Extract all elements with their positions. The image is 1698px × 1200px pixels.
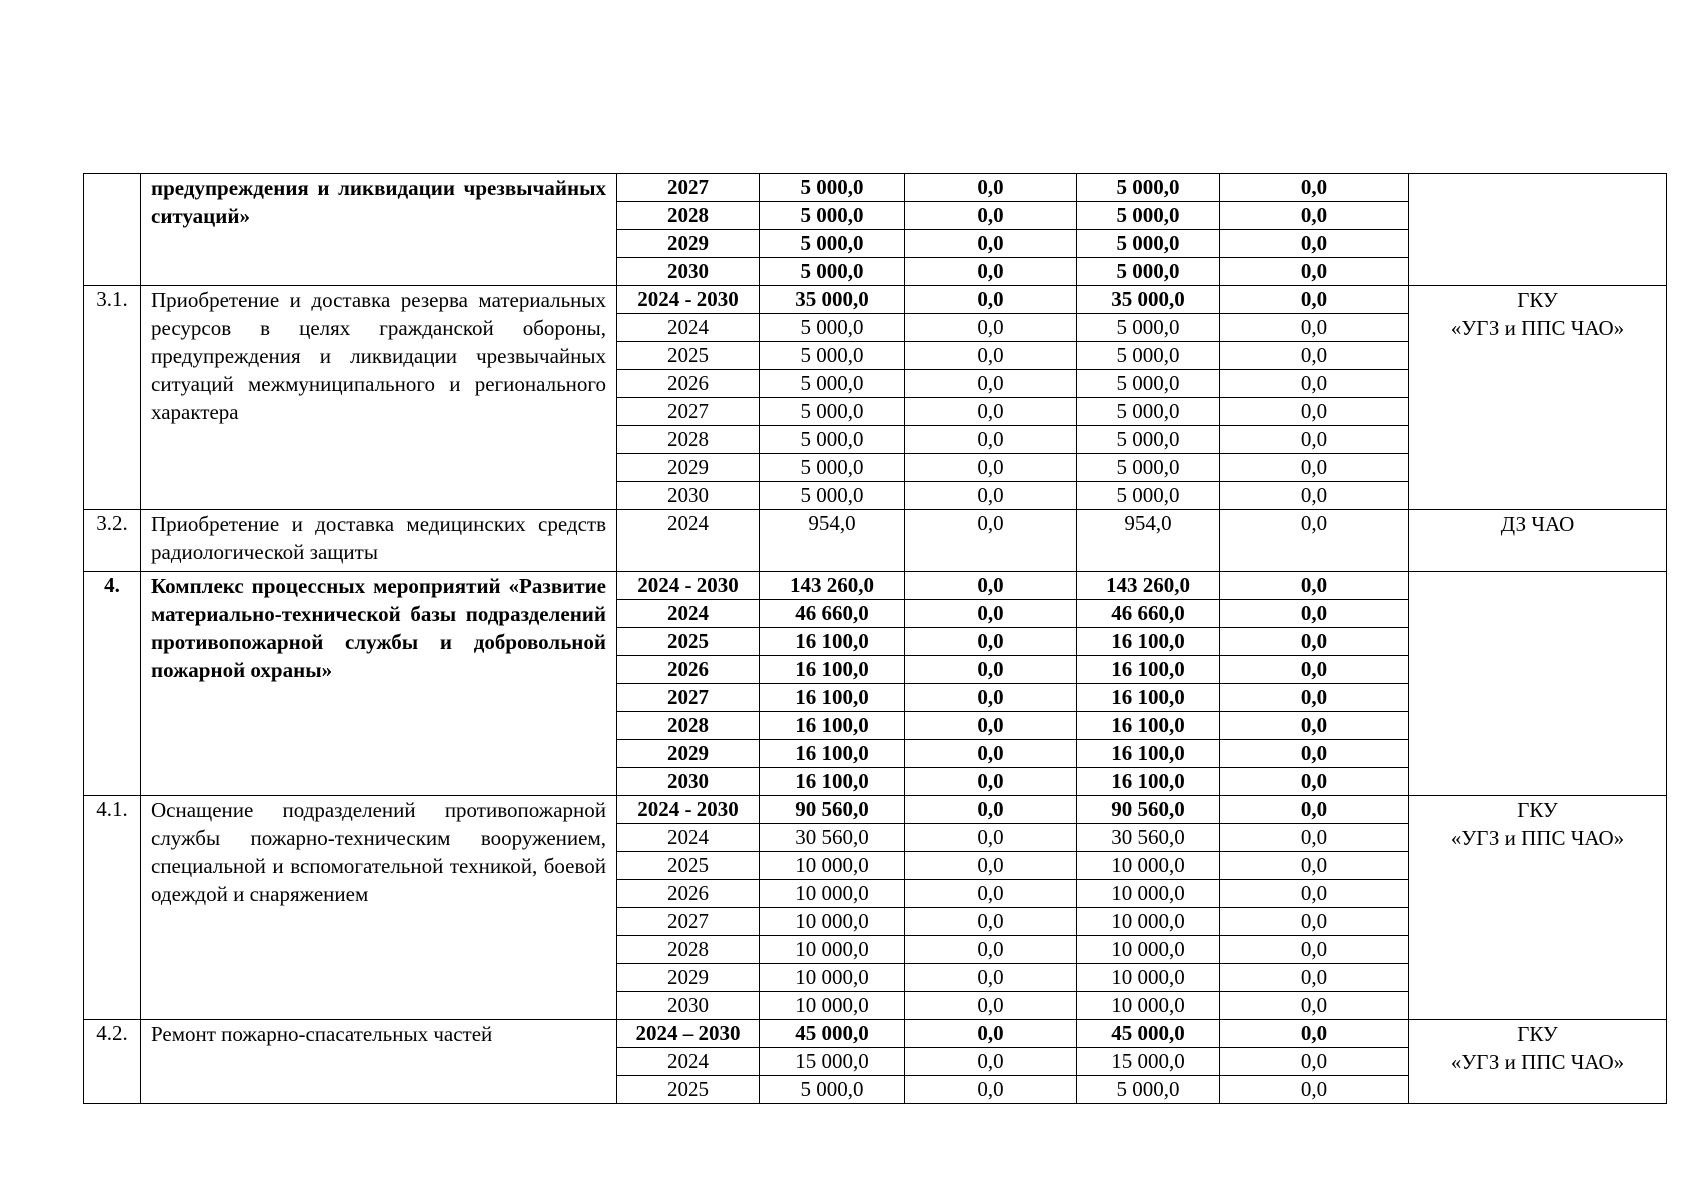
total-cell: 5 000,0 xyxy=(760,482,905,510)
federal-cell: 0,0 xyxy=(905,740,1077,768)
year-cell: 2024 xyxy=(617,314,760,342)
federal-cell: 0,0 xyxy=(905,880,1077,908)
other-cell: 0,0 xyxy=(1220,880,1409,908)
executor-line: ГКУ xyxy=(1517,798,1558,822)
total-cell: 16 100,0 xyxy=(760,656,905,684)
regional-cell: 90 560,0 xyxy=(1077,796,1220,824)
regional-cell: 10 000,0 xyxy=(1077,936,1220,964)
year-cell: 2029 xyxy=(617,230,760,258)
regional-cell: 35 000,0 xyxy=(1077,286,1220,314)
regional-cell: 45 000,0 xyxy=(1077,1020,1220,1048)
year-cell: 2029 xyxy=(617,964,760,992)
other-cell: 0,0 xyxy=(1220,936,1409,964)
regional-cell: 954,0 xyxy=(1077,510,1220,572)
year-cell: 2028 xyxy=(617,936,760,964)
other-cell: 0,0 xyxy=(1220,1076,1409,1104)
other-cell: 0,0 xyxy=(1220,824,1409,852)
regional-cell: 5 000,0 xyxy=(1077,1076,1220,1104)
year-cell: 2026 xyxy=(617,880,760,908)
other-cell: 0,0 xyxy=(1220,740,1409,768)
other-cell: 0,0 xyxy=(1220,768,1409,796)
total-cell: 5 000,0 xyxy=(760,342,905,370)
other-cell: 0,0 xyxy=(1220,852,1409,880)
total-cell: 90 560,0 xyxy=(760,796,905,824)
other-cell: 0,0 xyxy=(1220,572,1409,600)
total-cell: 5 000,0 xyxy=(760,174,905,202)
executor-cell xyxy=(1409,174,1667,286)
other-cell: 0,0 xyxy=(1220,712,1409,740)
regional-cell: 5 000,0 xyxy=(1077,230,1220,258)
other-cell: 0,0 xyxy=(1220,202,1409,230)
year-cell: 2025 xyxy=(617,852,760,880)
item-number: 4. xyxy=(84,572,141,796)
year-cell: 2030 xyxy=(617,768,760,796)
regional-cell: 16 100,0 xyxy=(1077,656,1220,684)
federal-cell: 0,0 xyxy=(905,314,1077,342)
executor-cell xyxy=(1409,572,1667,796)
executor-cell: ДЗ ЧАО xyxy=(1409,510,1667,572)
year-cell: 2029 xyxy=(617,740,760,768)
executor-line: «УГЗ и ППС ЧАО» xyxy=(1450,316,1625,340)
total-cell: 10 000,0 xyxy=(760,936,905,964)
regional-cell: 5 000,0 xyxy=(1077,258,1220,286)
year-cell: 2024 - 2030 xyxy=(617,796,760,824)
federal-cell: 0,0 xyxy=(905,992,1077,1020)
total-cell: 15 000,0 xyxy=(760,1048,905,1076)
total-cell: 5 000,0 xyxy=(760,258,905,286)
year-cell: 2024 xyxy=(617,510,760,572)
table-row xyxy=(84,796,1667,824)
regional-cell: 5 000,0 xyxy=(1077,398,1220,426)
total-cell: 30 560,0 xyxy=(760,824,905,852)
regional-cell: 10 000,0 xyxy=(1077,852,1220,880)
total-cell: 5 000,0 xyxy=(760,426,905,454)
federal-cell: 0,0 xyxy=(905,398,1077,426)
regional-cell: 10 000,0 xyxy=(1077,908,1220,936)
other-cell: 0,0 xyxy=(1220,230,1409,258)
year-cell: 2028 xyxy=(617,426,760,454)
regional-cell: 10 000,0 xyxy=(1077,964,1220,992)
other-cell: 0,0 xyxy=(1220,342,1409,370)
federal-cell: 0,0 xyxy=(905,454,1077,482)
other-cell: 0,0 xyxy=(1220,796,1409,824)
other-cell: 0,0 xyxy=(1220,992,1409,1020)
table-body xyxy=(84,174,1667,1104)
other-cell: 0,0 xyxy=(1220,370,1409,398)
table-row xyxy=(84,572,1667,600)
other-cell: 0,0 xyxy=(1220,454,1409,482)
federal-cell: 0,0 xyxy=(905,572,1077,600)
federal-cell: 0,0 xyxy=(905,174,1077,202)
federal-cell: 0,0 xyxy=(905,342,1077,370)
total-cell: 5 000,0 xyxy=(760,1076,905,1104)
federal-cell: 0,0 xyxy=(905,712,1077,740)
year-cell: 2025 xyxy=(617,628,760,656)
total-cell: 16 100,0 xyxy=(760,740,905,768)
regional-cell: 143 260,0 xyxy=(1077,572,1220,600)
funding-table xyxy=(83,173,1667,1104)
federal-cell: 0,0 xyxy=(905,1048,1077,1076)
regional-cell: 5 000,0 xyxy=(1077,202,1220,230)
federal-cell: 0,0 xyxy=(905,936,1077,964)
total-cell: 10 000,0 xyxy=(760,880,905,908)
other-cell: 0,0 xyxy=(1220,286,1409,314)
executor-cell xyxy=(1409,796,1667,1020)
federal-cell: 0,0 xyxy=(905,628,1077,656)
item-number: 3.2. xyxy=(84,510,141,572)
federal-cell: 0,0 xyxy=(905,426,1077,454)
other-cell: 0,0 xyxy=(1220,628,1409,656)
executor-line: «УГЗ и ППС ЧАО» xyxy=(1450,1050,1625,1074)
total-cell: 10 000,0 xyxy=(760,964,905,992)
regional-cell: 16 100,0 xyxy=(1077,740,1220,768)
year-cell: 2030 xyxy=(617,992,760,1020)
other-cell: 0,0 xyxy=(1220,908,1409,936)
federal-cell: 0,0 xyxy=(905,964,1077,992)
regional-cell: 5 000,0 xyxy=(1077,454,1220,482)
item-number: 3.1. xyxy=(84,286,141,510)
total-cell: 45 000,0 xyxy=(760,1020,905,1048)
federal-cell: 0,0 xyxy=(905,230,1077,258)
federal-cell: 0,0 xyxy=(905,258,1077,286)
executor-line: «УГЗ и ППС ЧАО» xyxy=(1450,826,1625,850)
regional-cell: 30 560,0 xyxy=(1077,824,1220,852)
executor-line: ГКУ xyxy=(1517,1022,1558,1046)
table-row xyxy=(84,174,1667,202)
total-cell: 35 000,0 xyxy=(760,286,905,314)
other-cell: 0,0 xyxy=(1220,684,1409,712)
regional-cell: 5 000,0 xyxy=(1077,174,1220,202)
year-cell: 2030 xyxy=(617,258,760,286)
federal-cell: 0,0 xyxy=(905,600,1077,628)
other-cell: 0,0 xyxy=(1220,1048,1409,1076)
year-cell: 2024 xyxy=(617,600,760,628)
regional-cell: 5 000,0 xyxy=(1077,370,1220,398)
other-cell: 0,0 xyxy=(1220,482,1409,510)
item-description: Приобретение и доставка резерва материальных ресурсов в целях гражданской обороны, предупреждения и ликвидации чрезвычайных ситуаций межмуниципального и регионального характера xyxy=(141,286,617,510)
total-cell: 954,0 xyxy=(760,510,905,572)
regional-cell: 16 100,0 xyxy=(1077,684,1220,712)
federal-cell: 0,0 xyxy=(905,852,1077,880)
other-cell: 0,0 xyxy=(1220,314,1409,342)
federal-cell: 0,0 xyxy=(905,1076,1077,1104)
federal-cell: 0,0 xyxy=(905,768,1077,796)
other-cell: 0,0 xyxy=(1220,1020,1409,1048)
year-cell: 2024 - 2030 xyxy=(617,286,760,314)
other-cell: 0,0 xyxy=(1220,964,1409,992)
total-cell: 10 000,0 xyxy=(760,908,905,936)
table-row xyxy=(84,1020,1667,1048)
item-description: Ремонт пожарно-спасательных частей xyxy=(141,1020,617,1104)
total-cell: 5 000,0 xyxy=(760,370,905,398)
regional-cell: 5 000,0 xyxy=(1077,426,1220,454)
year-cell: 2026 xyxy=(617,656,760,684)
regional-cell: 10 000,0 xyxy=(1077,992,1220,1020)
regional-cell: 5 000,0 xyxy=(1077,314,1220,342)
regional-cell: 5 000,0 xyxy=(1077,342,1220,370)
executor-line: ГКУ xyxy=(1517,288,1558,312)
regional-cell: 16 100,0 xyxy=(1077,768,1220,796)
total-cell: 16 100,0 xyxy=(760,684,905,712)
year-cell: 2030 xyxy=(617,482,760,510)
federal-cell: 0,0 xyxy=(905,656,1077,684)
executor-cell xyxy=(1409,1020,1667,1104)
regional-cell: 16 100,0 xyxy=(1077,712,1220,740)
other-cell: 0,0 xyxy=(1220,510,1409,572)
other-cell: 0,0 xyxy=(1220,426,1409,454)
other-cell: 0,0 xyxy=(1220,258,1409,286)
other-cell: 0,0 xyxy=(1220,600,1409,628)
federal-cell: 0,0 xyxy=(905,370,1077,398)
federal-cell: 0,0 xyxy=(905,510,1077,572)
total-cell: 5 000,0 xyxy=(760,230,905,258)
total-cell: 5 000,0 xyxy=(760,398,905,426)
year-cell: 2025 xyxy=(617,1076,760,1104)
total-cell: 10 000,0 xyxy=(760,992,905,1020)
total-cell: 10 000,0 xyxy=(760,852,905,880)
total-cell: 143 260,0 xyxy=(760,572,905,600)
item-description: Оснащение подразделений противопожарной службы пожарно-техническим вооружением, специальной и вспомогательной техникой, боевой одеждой и снаряжением xyxy=(141,796,617,1020)
regional-cell: 5 000,0 xyxy=(1077,482,1220,510)
item-description: Приобретение и доставка медицинских средств радиологической защиты xyxy=(141,510,617,572)
federal-cell: 0,0 xyxy=(905,202,1077,230)
year-cell: 2029 xyxy=(617,454,760,482)
federal-cell: 0,0 xyxy=(905,684,1077,712)
executor-cell xyxy=(1409,286,1667,510)
year-cell: 2024 xyxy=(617,1048,760,1076)
regional-cell: 46 660,0 xyxy=(1077,600,1220,628)
other-cell: 0,0 xyxy=(1220,398,1409,426)
total-cell: 5 000,0 xyxy=(760,314,905,342)
year-cell: 2024 xyxy=(617,824,760,852)
year-cell: 2026 xyxy=(617,370,760,398)
table-row xyxy=(84,286,1667,314)
total-cell: 16 100,0 xyxy=(760,768,905,796)
regional-cell: 10 000,0 xyxy=(1077,880,1220,908)
total-cell: 5 000,0 xyxy=(760,202,905,230)
year-cell: 2028 xyxy=(617,202,760,230)
year-cell: 2027 xyxy=(617,398,760,426)
item-description: предупреждения и ликвидации чрезвычайных ситуаций» xyxy=(141,174,617,286)
other-cell: 0,0 xyxy=(1220,656,1409,684)
federal-cell: 0,0 xyxy=(905,908,1077,936)
federal-cell: 0,0 xyxy=(905,1020,1077,1048)
total-cell: 5 000,0 xyxy=(760,454,905,482)
federal-cell: 0,0 xyxy=(905,824,1077,852)
item-number xyxy=(84,174,141,286)
year-cell: 2025 xyxy=(617,342,760,370)
year-cell: 2024 – 2030 xyxy=(617,1020,760,1048)
federal-cell: 0,0 xyxy=(905,286,1077,314)
total-cell: 16 100,0 xyxy=(760,628,905,656)
year-cell: 2028 xyxy=(617,712,760,740)
total-cell: 16 100,0 xyxy=(760,712,905,740)
year-cell: 2027 xyxy=(617,908,760,936)
year-cell: 2027 xyxy=(617,684,760,712)
year-cell: 2027 xyxy=(617,174,760,202)
item-number: 4.1. xyxy=(84,796,141,1020)
item-description: Комплекс процессных мероприятий «Развитие материально-технической базы подразделений противопожарной службы и добровольной пожарной охраны» xyxy=(141,572,617,796)
item-number: 4.2. xyxy=(84,1020,141,1104)
other-cell: 0,0 xyxy=(1220,174,1409,202)
table-row xyxy=(84,510,1667,572)
federal-cell: 0,0 xyxy=(905,482,1077,510)
year-cell: 2024 - 2030 xyxy=(617,572,760,600)
federal-cell: 0,0 xyxy=(905,796,1077,824)
total-cell: 46 660,0 xyxy=(760,600,905,628)
regional-cell: 15 000,0 xyxy=(1077,1048,1220,1076)
regional-cell: 16 100,0 xyxy=(1077,628,1220,656)
